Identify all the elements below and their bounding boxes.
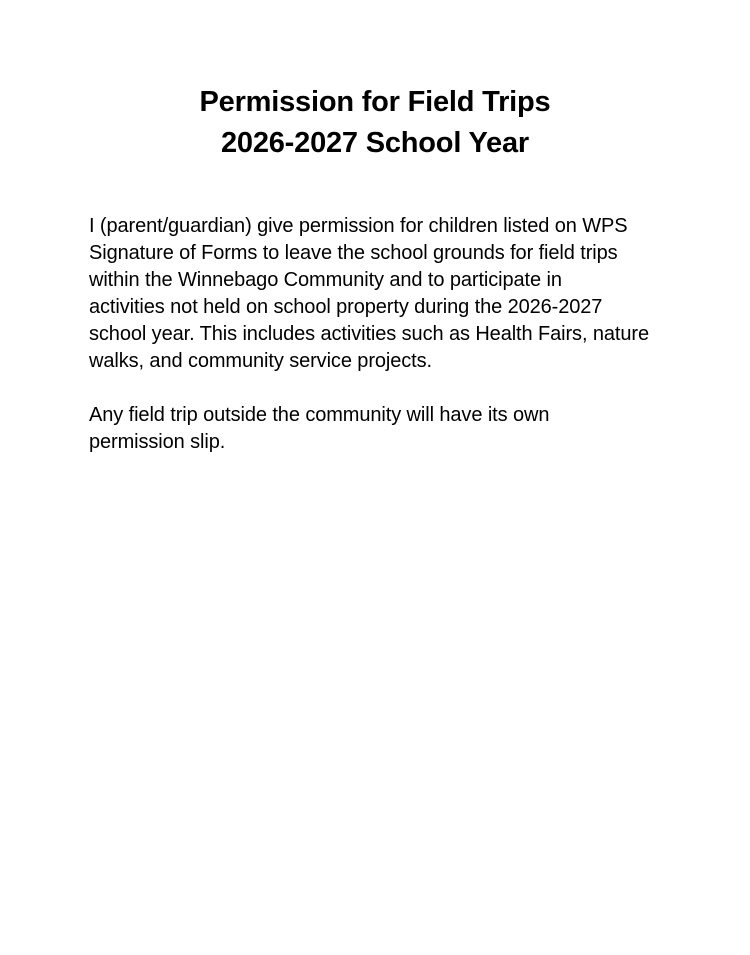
paragraph-line: Any field trip outside the community will have its own [89, 404, 550, 426]
paragraph-line: school year. This includes activities such as Health Fairs, nature [89, 323, 649, 345]
permission-paragraph [89, 213, 664, 375]
paragraph-line: within the Winnebago Community and to participate in [89, 269, 562, 291]
paragraph-line: Signature of Forms to leave the school grounds for field trips [89, 242, 618, 264]
paragraph-line: I (parent/guardian) give permission for children listed on WPS [89, 215, 628, 237]
title-line-1: Permission for Field Trips [199, 86, 551, 118]
title-line-2: 2026-2027 School Year [220, 127, 530, 159]
document-body [89, 213, 664, 456]
paragraph-line: activities not held on school property during the 2026-2027 [89, 296, 603, 318]
document-title [0, 82, 750, 164]
paragraph-line: permission slip. [89, 431, 226, 453]
paragraph-line: walks, and community service projects. [89, 350, 432, 372]
outside-trip-paragraph [89, 402, 664, 456]
